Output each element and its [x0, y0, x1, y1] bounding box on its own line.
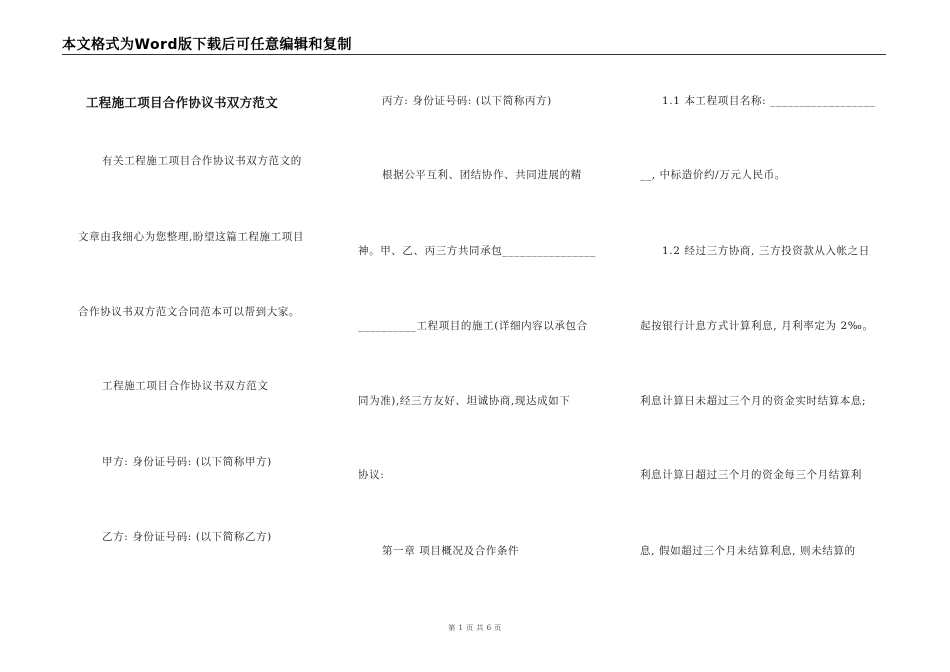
- page-number: 第 1 页 共 6 页: [448, 624, 502, 632]
- paragraph-line: 协议:: [358, 469, 385, 481]
- party-b-line: 乙方: 身份证号码: (以下简称乙方): [102, 531, 272, 543]
- text-column-1: [78, 0, 328, 672]
- paragraph-line: __, 中标造价约/万元人民币。: [640, 169, 786, 181]
- document-title: 工程施工项目合作协议书双方范文: [86, 95, 279, 110]
- paragraph-line: 神。甲、乙、丙三方共同承包________________: [358, 245, 596, 257]
- paragraph-line: 利息计算日超过三个月的资金每三个月结算利: [640, 469, 862, 481]
- paragraph-line: __________工程项目的施工(详细内容以承包合: [358, 320, 588, 332]
- paragraph-line: 起按银行计息方式计算利息, 月利率定为 2‰。: [640, 320, 874, 332]
- party-a-line: 甲方: 身份证号码: (以下简称甲方): [102, 456, 272, 468]
- clause-line: 1.1 本工程项目名称: __________________: [662, 95, 876, 107]
- paragraph-line: 利息计算日未超过三个月的资金实时结算本息;: [640, 395, 867, 407]
- text-column-2: [358, 0, 608, 672]
- paragraph-line: 根据公平互利、团结协作、共同进展的精: [382, 169, 582, 181]
- header-text: 本文格式为Word版下载后可任意编辑和复制: [62, 37, 352, 53]
- party-c-line: 丙方: 身份证号码: (以下简称丙方): [382, 95, 552, 107]
- paragraph-line: 合作协议书双方范文合同范本可以帮到大家。: [78, 306, 300, 318]
- section-heading: 工程施工项目合作协议书双方范文: [102, 380, 269, 392]
- paragraph-line: 同为准),经三方友好、坦诚协商,现达成如下: [358, 395, 571, 407]
- paragraph-line: 有关工程施工项目合作协议书双方范文的: [102, 155, 302, 167]
- chapter-heading: 第一章 项目概况及合作条件: [382, 545, 520, 557]
- text-column-3: [640, 0, 890, 672]
- paragraph-line: 文章由我细心为您整理,盼望这篇工程施工项目: [78, 231, 304, 243]
- clause-line: 1.2 经过三方协商, 三方投资款从入帐之日: [662, 245, 870, 257]
- paragraph-line: 息, 假如超过三个月未结算利息, 则未结算的: [640, 545, 856, 557]
